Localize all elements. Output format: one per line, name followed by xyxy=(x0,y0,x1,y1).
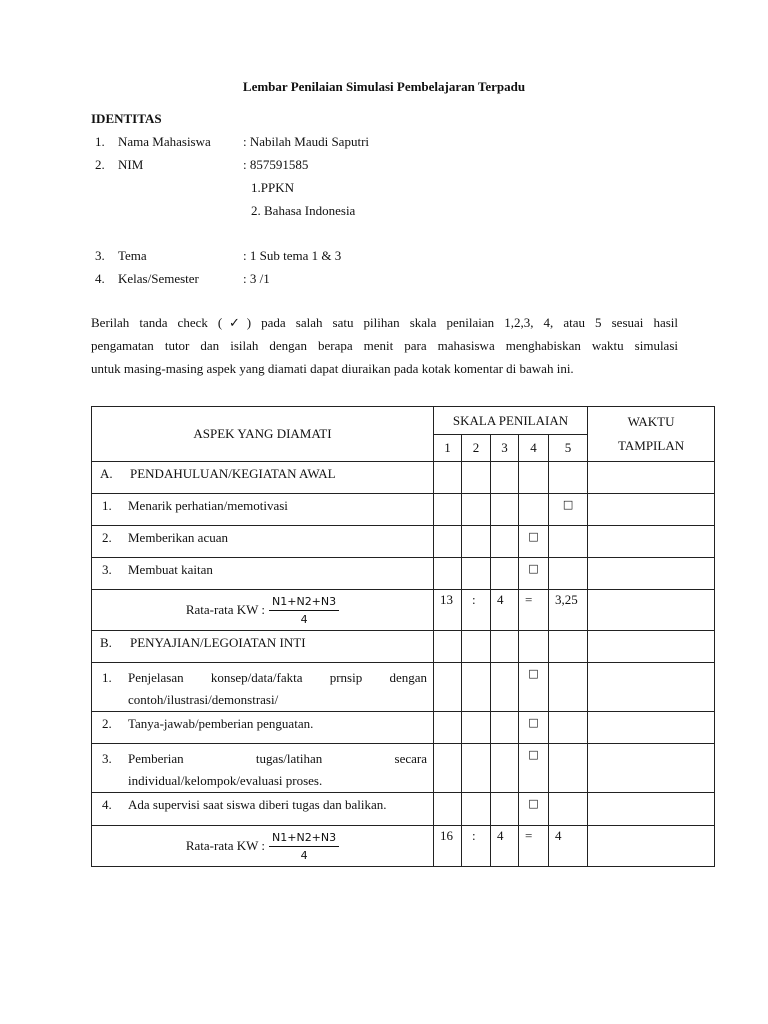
table-row xyxy=(92,526,715,558)
scale-cell[interactable] xyxy=(462,744,491,793)
item-label-line2: contoh/ilustrasi/demonstrasi/ xyxy=(128,692,279,707)
scale-cell[interactable] xyxy=(462,712,491,744)
scale-cell xyxy=(434,462,462,494)
time-cell[interactable] xyxy=(588,526,715,558)
table-header-row xyxy=(92,407,715,435)
identity-num: 3. xyxy=(95,248,105,263)
average-fraction xyxy=(269,595,339,626)
scale-cell[interactable] xyxy=(519,744,549,793)
scale-cell[interactable] xyxy=(519,526,549,558)
average-result: 3,25 xyxy=(549,590,588,631)
table-row xyxy=(92,712,715,744)
section-a-label: PENDAHULUAN/KEGIATAN AWAL xyxy=(130,466,336,481)
aspect-cell xyxy=(92,558,434,590)
section-b-title xyxy=(92,631,434,663)
instructions-line: Berilah tanda check (✓) pada salah satu pilihan skala penilaian 1,2,3, 4, atau 5 sesuai hasil xyxy=(91,315,678,330)
header-time xyxy=(588,407,715,462)
average-formula-cell xyxy=(92,590,434,631)
item-label-line2: individual/kelompok/evaluasi proses. xyxy=(128,773,323,788)
scale-cell xyxy=(519,631,549,663)
instructions-paragraph xyxy=(91,311,678,380)
section-a-title xyxy=(92,462,434,494)
item-label: Ada supervisi saat siswa diberi tugas dan balikan. xyxy=(128,797,387,812)
scale-cell[interactable] xyxy=(434,663,462,712)
scale-cell[interactable] xyxy=(434,744,462,793)
scale-cell[interactable] xyxy=(491,744,519,793)
identity-num: 4. xyxy=(95,271,105,286)
time-cell[interactable] xyxy=(588,558,715,590)
item-label: Membuat kaitan xyxy=(128,562,213,577)
average-label: Rata-rata KW : xyxy=(185,838,266,853)
scale-cell xyxy=(434,631,462,663)
aspect-cell xyxy=(92,744,434,793)
table-row xyxy=(92,558,715,590)
assessment-table xyxy=(91,406,715,867)
scale-cell[interactable] xyxy=(462,526,491,558)
scale-col-3: 3 xyxy=(491,435,519,462)
fraction-numerator: N1+N2+N3 xyxy=(269,831,339,847)
average-label: Rata-rata KW : xyxy=(185,602,266,617)
scale-col-4: 4 xyxy=(519,435,549,462)
item-num: 2. xyxy=(102,716,112,731)
item-num: 4. xyxy=(102,797,112,812)
identity-heading: IDENTITAS xyxy=(91,111,162,126)
average-sum: 16 xyxy=(434,826,462,867)
identity-label-tema: Tema xyxy=(118,248,147,263)
scale-cell[interactable] xyxy=(549,526,588,558)
check-mark-icon: □ xyxy=(528,530,539,543)
average-divisor: 4 xyxy=(491,590,519,631)
check-mark-icon: □ xyxy=(528,716,539,729)
check-mark-icon: □ xyxy=(562,498,574,511)
fraction-numerator: N1+N2+N3 xyxy=(269,595,339,611)
table-row xyxy=(92,663,715,712)
section-row xyxy=(92,631,715,663)
item-label: Memberikan acuan xyxy=(128,530,228,545)
instructions-line: untuk masing-masing aspek yang diamati dapat diuraikan pada kotak komentar di bawah ini. xyxy=(91,361,574,376)
header-scale: SKALA PENILAIAN xyxy=(434,407,588,435)
time-cell[interactable] xyxy=(588,712,715,744)
item-label: Tanya-jawab/pemberian penguatan. xyxy=(128,716,314,731)
table-row xyxy=(92,793,715,826)
fraction-denominator: 4 xyxy=(300,612,308,626)
average-row xyxy=(92,590,715,631)
identity-value-kelas: : 3 /1 xyxy=(243,271,270,286)
section-a-num: A. xyxy=(100,466,113,481)
section-row xyxy=(92,462,715,494)
average-formula-cell xyxy=(92,826,434,867)
time-cell[interactable] xyxy=(588,793,715,826)
scale-cell[interactable] xyxy=(462,793,491,826)
aspect-cell xyxy=(92,663,434,712)
average-result: 4 xyxy=(549,826,588,867)
scale-cell[interactable] xyxy=(462,558,491,590)
check-mark-icon: □ xyxy=(528,797,539,810)
scale-cell[interactable] xyxy=(491,526,519,558)
item-num: 3. xyxy=(102,751,112,766)
scale-cell xyxy=(462,462,491,494)
scale-cell[interactable] xyxy=(549,712,588,744)
scale-col-2: 2 xyxy=(462,435,491,462)
scale-cell[interactable] xyxy=(549,494,588,526)
item-num: 2. xyxy=(102,530,112,545)
item-label-line1: Penjelasan konsep/data/fakta prnsip dengan xyxy=(128,670,427,685)
header-time-line1: WAKTU xyxy=(627,414,675,429)
scale-cell[interactable] xyxy=(434,712,462,744)
item-num: 1. xyxy=(102,498,112,513)
scale-col-1: 1 xyxy=(434,435,462,462)
check-mark-icon: □ xyxy=(528,562,539,575)
header-aspect: ASPEK YANG DIAMATI xyxy=(92,407,434,462)
scale-cell xyxy=(491,631,519,663)
identity-label-kelas: Kelas/Semester xyxy=(118,271,199,286)
average-divisor: 4 xyxy=(491,826,519,867)
scale-cell[interactable] xyxy=(519,712,549,744)
scale-cell[interactable] xyxy=(491,793,519,826)
aspect-cell xyxy=(92,526,434,558)
identity-label-name: Nama Mahasiswa xyxy=(118,134,211,149)
average-row xyxy=(92,826,715,867)
time-cell[interactable] xyxy=(588,494,715,526)
identity-label-nim: NIM xyxy=(118,157,144,172)
aspect-cell xyxy=(92,793,434,826)
section-b-num: B. xyxy=(100,635,112,650)
item-label-line1: Pemberian tugas/latihan secara xyxy=(128,751,427,766)
identity-value-subject-2: 2. Bahasa Indonesia xyxy=(251,203,356,218)
item-num: 1. xyxy=(102,670,112,685)
table-row xyxy=(92,744,715,793)
scale-cell[interactable] xyxy=(549,744,588,793)
check-mark-icon: □ xyxy=(528,748,539,761)
scale-cell[interactable] xyxy=(519,793,549,826)
scale-col-5: 5 xyxy=(549,435,588,462)
average-equals: = xyxy=(519,826,549,867)
identity-value-name: : Nabilah Maudi Saputri xyxy=(243,134,370,149)
average-equals: = xyxy=(519,590,549,631)
scale-cell[interactable] xyxy=(434,526,462,558)
scale-cell xyxy=(549,462,588,494)
time-cell[interactable] xyxy=(588,744,715,793)
scale-cell[interactable] xyxy=(491,558,519,590)
scale-cell[interactable] xyxy=(549,663,588,712)
scale-cell[interactable] xyxy=(462,663,491,712)
page-title: Lembar Penilaian Simulasi Pembelajaran Terpadu xyxy=(242,79,526,94)
scale-cell[interactable] xyxy=(549,793,588,826)
check-mark-icon: □ xyxy=(528,667,539,680)
scale-cell[interactable] xyxy=(462,494,491,526)
table-row xyxy=(92,494,715,526)
average-divide: : xyxy=(462,590,491,631)
scale-cell[interactable] xyxy=(519,663,549,712)
time-cell[interactable] xyxy=(588,663,715,712)
section-b-label: PENYAJIAN/LEGOIATAN INTI xyxy=(130,635,306,650)
fraction-denominator: 4 xyxy=(300,848,308,862)
item-label: Menarik perhatian/memotivasi xyxy=(128,498,288,513)
time-cell xyxy=(588,462,715,494)
aspect-cell xyxy=(92,494,434,526)
scale-cell xyxy=(462,631,491,663)
identity-value-subject-1: 1.PPKN xyxy=(251,180,294,195)
time-cell[interactable] xyxy=(588,826,715,867)
instructions-line: pengamatan tutor dan isilah dengan berapa menit para mahasiswa menghabiskan waktu simulasi xyxy=(91,338,678,353)
average-fraction xyxy=(269,831,339,862)
time-cell xyxy=(588,631,715,663)
scale-cell[interactable] xyxy=(519,558,549,590)
scale-cell[interactable] xyxy=(491,712,519,744)
scale-cell[interactable] xyxy=(434,494,462,526)
scale-cell[interactable] xyxy=(491,494,519,526)
identity-value-tema: : 1 Sub tema 1 & 3 xyxy=(243,248,342,263)
average-sum: 13 xyxy=(434,590,462,631)
scale-cell[interactable] xyxy=(519,494,549,526)
item-num: 3. xyxy=(102,562,112,577)
average-divide: : xyxy=(462,826,491,867)
scale-cell xyxy=(491,462,519,494)
time-cell[interactable] xyxy=(588,590,715,631)
header-time-line2: TAMPILAN xyxy=(617,438,685,453)
identity-num: 2. xyxy=(95,157,105,172)
scale-cell xyxy=(519,462,549,494)
scale-cell[interactable] xyxy=(434,793,462,826)
identity-num: 1. xyxy=(95,134,105,149)
scale-cell[interactable] xyxy=(549,558,588,590)
identity-value-nim: : 857591585 xyxy=(243,157,309,172)
aspect-cell xyxy=(92,712,434,744)
scale-cell xyxy=(549,631,588,663)
scale-cell[interactable] xyxy=(491,663,519,712)
scale-cell[interactable] xyxy=(434,558,462,590)
